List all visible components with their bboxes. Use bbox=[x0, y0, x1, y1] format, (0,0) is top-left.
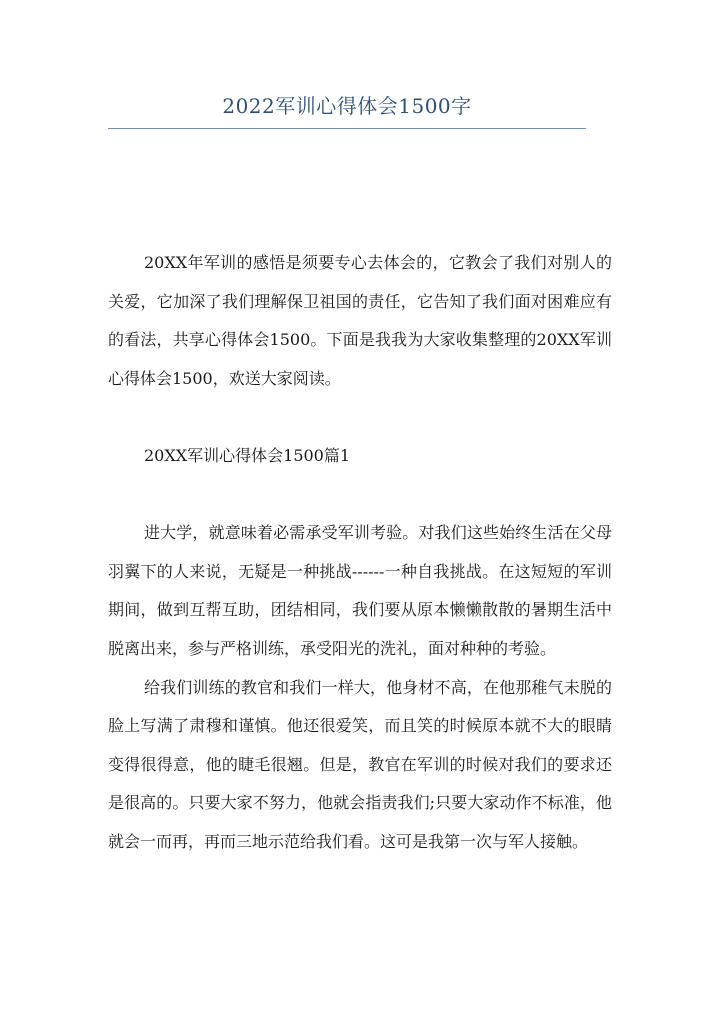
paragraph-spacer bbox=[108, 476, 612, 515]
title-divider bbox=[108, 128, 586, 129]
intro-paragraph: 20XX年军训的感悟是须要专心去体会的，它教会了我们对别人的关爱，它加深了我们理解保卫祖国的责任，它告知了我们面对困难应有的看法，共享心得体会1500。下面是我我为大家收集整理的20XX军训心得体会1500，欢送大家阅读。 bbox=[108, 253, 612, 388]
document-body bbox=[108, 244, 612, 862]
document-title: 2022军训心得体会1500字 bbox=[222, 94, 472, 118]
section-heading: 20XX军训心得体会1500篇1 bbox=[144, 445, 351, 465]
paragraph-spacer bbox=[108, 398, 612, 437]
body-paragraph-1: 进大学，就意味着必需承受军训考验。对我们这些始终生活在父母羽翼下的人来说，无疑是一种挑战------一种自我挑战。在这短短的军训期间，做到互帮互助，团结相同，我们要从原本懒懒散散的暑期生活中脱离出来，参与严格训练，承受阳光的洗礼，面对种种的考验。 bbox=[108, 523, 612, 658]
body-paragraph-2: 给我们训练的教官和我们一样大，他身材不高，在他那稚气未脱的脸上写满了肃穆和谨慎。他还很爱笑，而且笑的时候原本就不大的眼睛变得很得意，他的睫毛很翘。但是，教官在军训的时候对我们的要求还是很高的。只要大家不努力，他就会指责我们;只要大家动作不标准，他就会一而再，再而三地示范给我们看。这可是我第一次与军人接触。 bbox=[108, 677, 612, 851]
